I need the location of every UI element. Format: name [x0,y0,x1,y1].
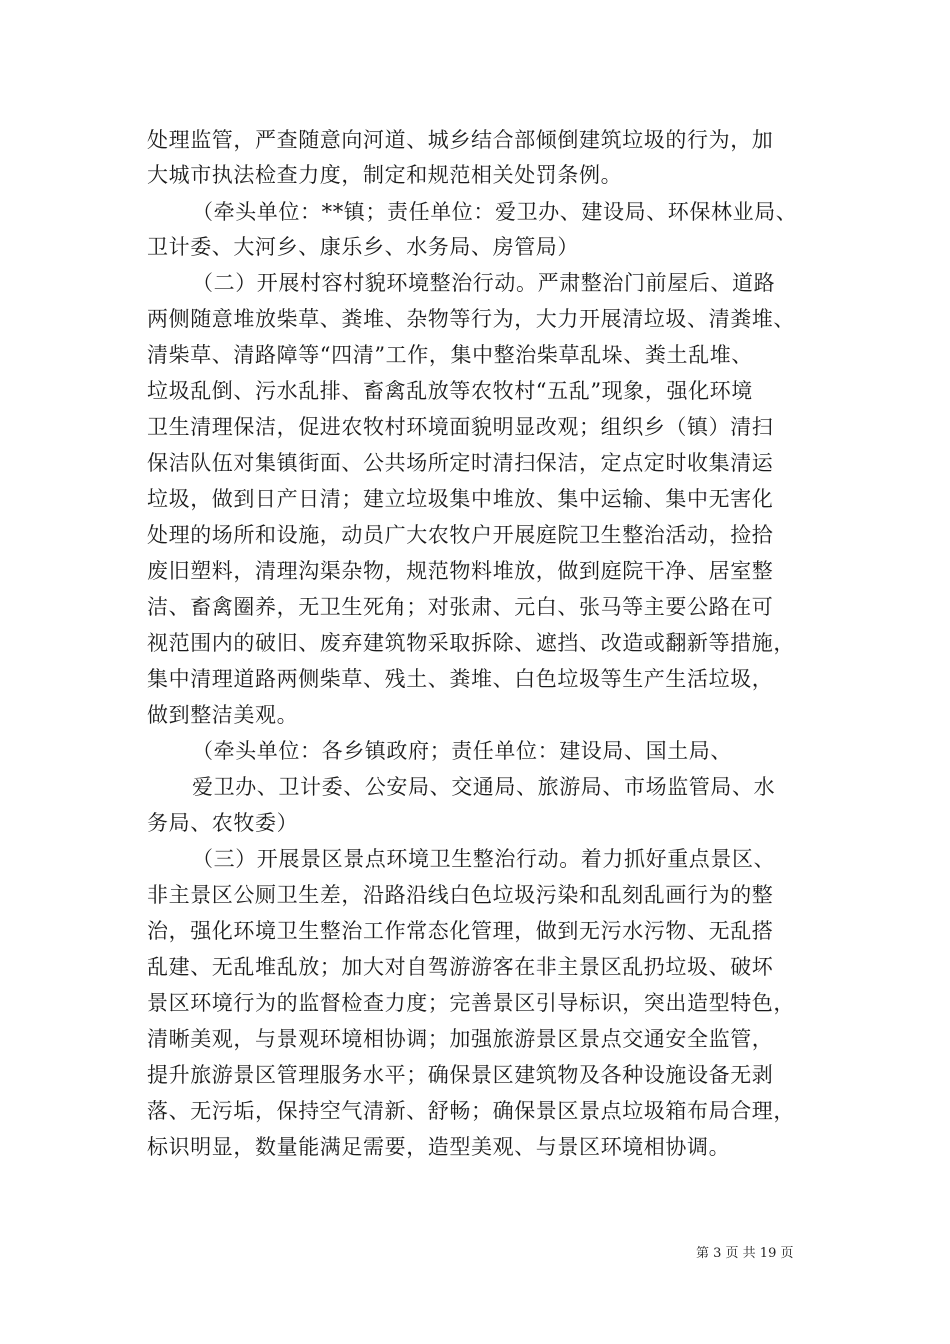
text-line: 卫计委、大河乡、康乐乡、水务局、房管局） [147,235,579,259]
text-line: （三）开展景区景点环境卫生整治行动。着力抓好重点景区、 [192,847,776,871]
text-line: 两侧随意堆放柴草、粪堆、杂物等行为，大力开展清垃圾、清粪堆、 [147,307,795,331]
page-number: 第 3 页 共 19 页 [696,1246,794,1261]
text-line: 洁、畜禽圈养，无卫生死角；对张肃、元白、张马等主要公路在可 [147,595,774,619]
text-line: 卫生清理保洁，促进农牧村环境面貌明显改观；组织乡（镇）清扫 [147,415,774,439]
text-line: （二）开展村容村貌环境整治行动。严肃整治门前屋后、道路 [192,271,776,295]
text-line: 视范围内的破旧、废弃建筑物采取拆除、遮挡、改造或翻新等措施， [147,631,795,655]
text-line: 处理的场所和设施，动员广大农牧户开展庭院卫生整治活动，捡拾 [147,523,774,547]
text-line: 集中清理道路两侧柴草、残土、粪堆、白色垃圾等生产生活垃圾， [147,667,774,691]
text-line: 处理监管，严查随意向河道、城乡结合部倾倒建筑垃圾的行为，加 [147,128,774,152]
text-line: 清晰美观，与景观环境相协调；加强旅游景区景点交通安全监管， [147,1027,774,1051]
text-line: 垃圾乱倒、污水乱排、畜禽乱放等农牧村“五乱”现象，强化环境 [147,379,753,403]
text-line: 爱卫办、卫计委、公安局、交通局、旅游局、市场监管局、水 [192,775,776,799]
text-line: 垃圾，做到日产日清；建立垃圾集中堆放、集中运输、集中无害化 [147,487,774,511]
text-line: 大城市执法检查力度，制定和规范相关处罚条例。 [147,163,623,187]
text-line: 清柴草、清路障等“四清”工作，集中整治柴草乱垛、粪土乱堆、 [147,343,753,367]
text-line: 做到整洁美观。 [147,703,299,727]
text-line: 标识明显，数量能满足需要，造型美观、与景区环境相协调。 [147,1135,731,1159]
text-line: 治，强化环境卫生整治工作常态化管理，做到无污水污物、无乱搭 [147,919,774,943]
text-line: 景区环境行为的监督检查力度；完善景区引导标识，突出造型特色， [147,991,795,1015]
text-line: （牵头单位：**镇；责任单位：爱卫办、建设局、环保林业局、 [192,200,798,224]
text-line: 保洁队伍对集镇街面、公共场所定时清扫保洁，定点定时收集清运 [147,451,774,475]
text-line: 落、无污垢，保持空气清新、舒畅；确保景区景点垃圾箱布局合理， [147,1099,795,1123]
text-line: 非主景区公厕卫生差，沿路沿线白色垃圾污染和乱刻乱画行为的整 [147,883,774,907]
text-line: 务局、农牧委） [147,811,299,835]
text-line: 乱建、无乱堆乱放；加大对自驾游游客在非主景区乱扔垃圾、破坏 [147,955,774,979]
text-line: 提升旅游景区管理服务水平；确保景区建筑物及各种设施设备无剥 [147,1063,774,1087]
text-line: （牵头单位：各乡镇政府；责任单位：建设局、国土局、 [192,739,732,763]
text-line: 废旧塑料，清理沟渠杂物，规范物料堆放，做到庭院干净、居室整 [147,559,774,583]
